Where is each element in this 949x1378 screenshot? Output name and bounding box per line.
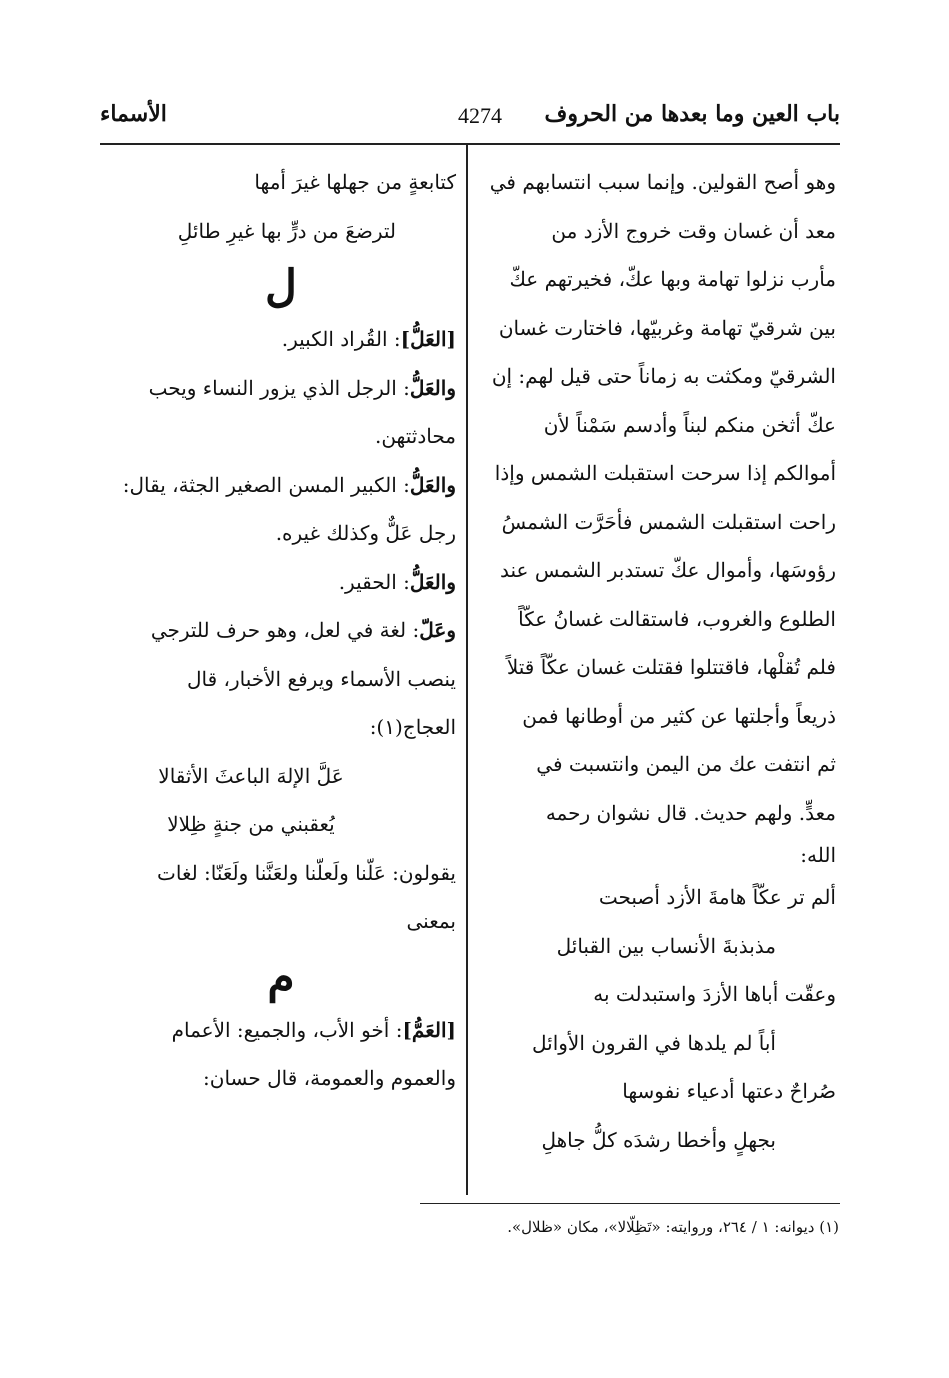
entry-lemma: [العَلُّ]	[400, 327, 456, 351]
entry-line: بمعنى	[406, 909, 456, 933]
section-letter-lam: ل	[265, 261, 297, 312]
entry-line: العجاج(١):	[369, 715, 456, 739]
text-line: الطلوع والغروب، فاستقالت غسانُ عكّاً	[518, 606, 836, 631]
poem-verse: ألم تر عكّاً هامةَ الأزد أصبحت	[598, 885, 836, 909]
poem-verse: كتابعةٍ من جهلها غيرَ أمها	[254, 170, 456, 194]
page-header	[100, 95, 840, 135]
header-rule	[100, 143, 840, 145]
entry-line: رجل عَلٌّ وكذلك غيره.	[275, 521, 456, 545]
entry-text: : الحقير.	[338, 569, 410, 594]
column-divider	[466, 145, 468, 1195]
poem-verse: يُعقبني من جنةٍ ظِلالا	[167, 812, 335, 836]
footnote: (١) ديوانه: ١ / ٢٦٤، وروايته: «تَظِلّالا»، مكان «ظلال».	[507, 1218, 839, 1236]
entry-line	[106, 558, 456, 607]
poem-verse: عَلَّ الإلهَ الباعثَ الأثقالا	[158, 763, 344, 788]
text-line: بين شرقيّ تهامة وغربيّها، فاختارت غسان	[498, 315, 836, 340]
entry-line	[106, 315, 456, 364]
entry-line: ينصب الأسماء ويرفع الأخبار، قال	[186, 666, 456, 691]
entry-text: : الكبير المسن الصغير الجثة، يقال:	[122, 472, 410, 497]
text-line: معد أن غسان وقت خروج الأزد من	[551, 218, 836, 243]
poem-verse: مذبذبةَ الأنساب بين القبائل	[556, 933, 776, 958]
entry-text: : لغة في لعل، وهو حرف للترجي	[150, 618, 420, 642]
text-line: ثم انتفت عك من اليمن وانتسبت في	[536, 752, 836, 776]
entry-lemma: وعَلّ	[419, 618, 456, 642]
text-line: فلم تُقلْها، فاقتتلوا فقتلت غسان عكّاً قتلاً	[506, 655, 836, 679]
text-line: عكّ أثخن منكم لبناً وأدسم سَمْناً لأن	[543, 412, 836, 437]
entry-text: : القُراد الكبير.	[281, 327, 401, 351]
entry-text: : الرجل الذي يزور النساء ويحب	[148, 375, 410, 400]
text-line: أموالكم إذا سرحت استقبلت الشمس وإذا	[494, 461, 836, 485]
text-line: الله:	[800, 843, 836, 867]
footnote-rule	[420, 1203, 840, 1204]
poem-verse: بجهلٍ وأخطا رشدَه كلُّ جاهلِ	[541, 1127, 776, 1152]
entry-line	[106, 461, 456, 510]
section-title: الأسماء	[100, 101, 167, 127]
left-column	[106, 158, 456, 1103]
right-column	[480, 158, 836, 1164]
text-line: مأرب نزلوا تهامة وبها عكّ، فخيرتهم عكّ	[509, 267, 836, 291]
entry-line: والعموم والعمومة، قال حسان:	[203, 1066, 456, 1090]
entry-lemma: والعَلُّ	[409, 375, 456, 400]
section-letter-mim: م	[267, 951, 295, 1003]
entry-line: يقولون: عَلّنا ولَعلّنا ولعَنَّنا ولَعَنّا: لغات	[157, 860, 456, 885]
text-line: راحت استقبلت الشمس فأحَرَّت الشمسُ	[501, 509, 836, 534]
entry-lemma: [العَمُّ]	[402, 1017, 456, 1042]
entry-line	[106, 1006, 456, 1055]
entry-text: : أخو الأب، والجميع: الأعمام	[171, 1017, 403, 1042]
entry-line	[106, 606, 456, 655]
chapter-title: باب العين وما بعدها من الحروف	[544, 101, 840, 127]
poem-verse: لترضعَ من درٍّ بها غيرِ طائلِ	[177, 218, 396, 243]
poem-verse: صُراحٌ دعتها أدعياء نفوسها	[622, 1079, 836, 1103]
text-line: ذريعاً وأجلتها عن كثير من أوطانها فمن	[522, 703, 836, 728]
entry-line	[106, 364, 456, 413]
entry-lemma: والعَلُّ	[409, 569, 456, 594]
text-line: رؤوسَها، وأموال عكّ تستدبر الشمس عند	[500, 558, 836, 582]
entry-lemma: والعَلُّ	[409, 472, 456, 497]
page-number: 4274	[458, 103, 502, 128]
poem-verse: أباً لم يلدها في القرون الأوائل	[531, 1030, 776, 1055]
poem-verse: وعقّت أباها الأزدَ واستبدلت به	[593, 982, 836, 1006]
text-line: الشرقيّ ومكثت به زماناً حتى قيل لهم: إن	[491, 364, 836, 388]
text-line: معدٍّ. ولهم حديث. قال نشوان رحمه	[545, 800, 836, 825]
entry-line: محادثتهن.	[374, 424, 456, 448]
text-line: وهو أصح القولين. وإنما سبب انتسابهم في	[489, 170, 836, 194]
